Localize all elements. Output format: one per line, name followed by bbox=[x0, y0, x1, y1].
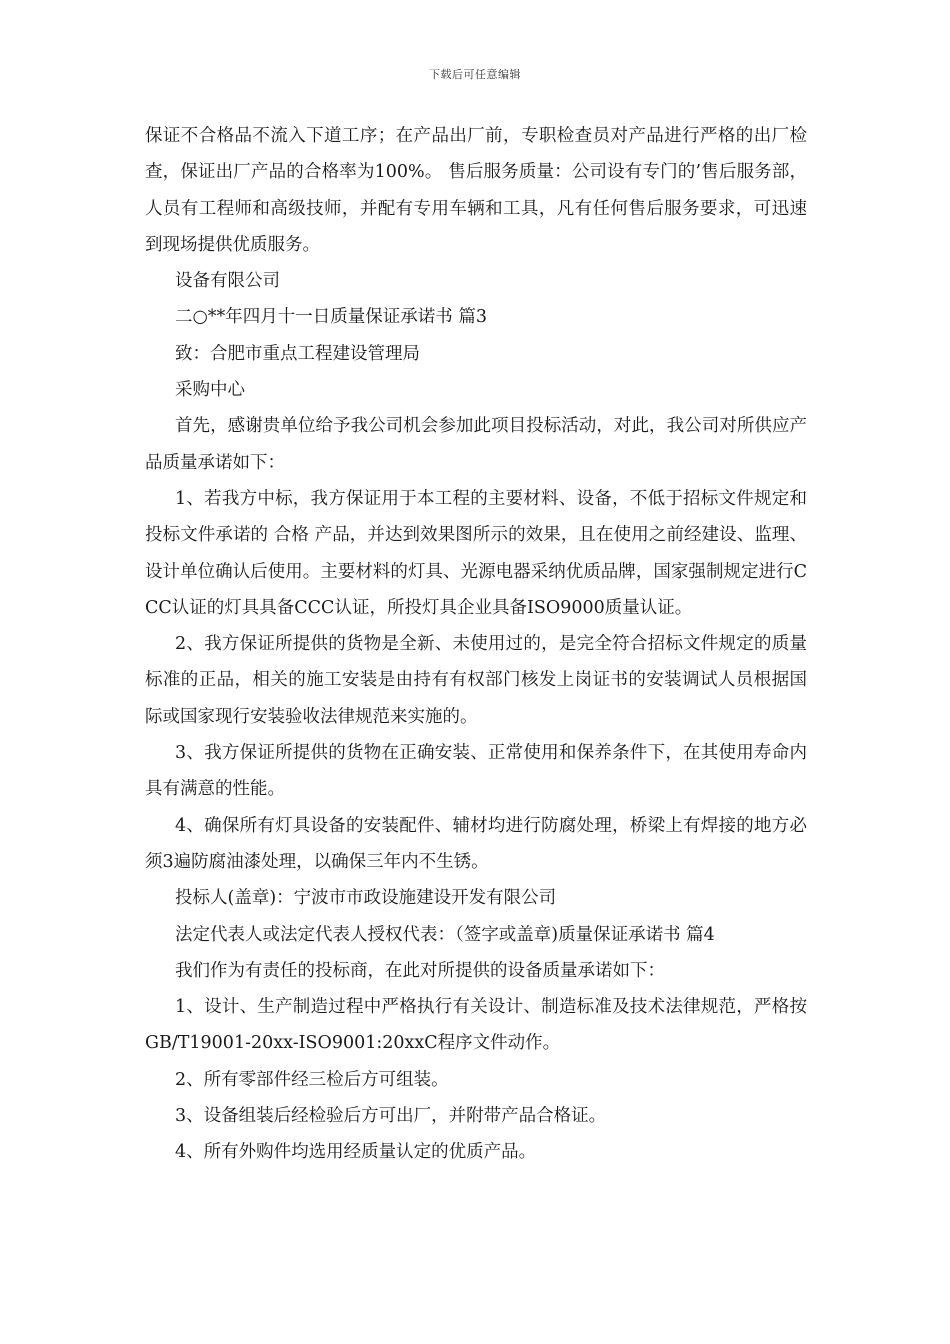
paragraph-legal-rep-heading-4: 法定代表人或法定代表人授权代表：（签字或盖章)质量保证承诺书 篇4 bbox=[175, 924, 715, 945]
paragraph-commit-item-2: 2、所有零部件经三检后方可组装。 bbox=[175, 1069, 449, 1090]
paragraph-company-signature: 设备有限公司 bbox=[175, 271, 280, 292]
paragraph-quality-control: 保证不合格品不流入下道工序；在产品出厂前，专职检查员对产品进行严格的出厂检查，保证出厂产品的合格率为100%。 售后服务质量：公司设有专门的’售后服务部，人员有工程师和高级技师，并配有专用车辆和工具，凡有任何售后服务要求，可迅速到现场提供优质服务。 bbox=[145, 126, 807, 255]
paragraph-bidder: 投标人(盖章)：宁波市市政设施建设开发有限公司 bbox=[175, 888, 557, 909]
paragraph-commit-item-3: 3、设备组装后经检验后方可出厂，并附带产品合格证。 bbox=[175, 1106, 607, 1127]
paragraph-commit-item-1: 1、设计、生产制造过程中严格执行有关设计、制造标准及技术法律规范，严格按GB/T19001-20xx-ISO9001:20xxC程序文件动作。 bbox=[145, 997, 807, 1054]
paragraph-item-2: 2、我方保证所提供的货物是全新、未使用过的，是完全符合招标文件规定的质量标准的正品，相关的施工安装是由持有有权部门核发上岗证书的安装调试人员根据国际或国家现行安装验收法律规范来实施的。 bbox=[145, 634, 807, 727]
paragraph-item-3: 3、我方保证所提供的货物在正确安装、正常使用和保养条件下，在其使用寿命内具有满意的性能。 bbox=[145, 743, 807, 800]
page-header-note: 下载后可任意编辑 bbox=[429, 68, 521, 81]
paragraph-item-1: 1、若我方中标，我方保证用于本工程的主要材料、设备，不低于招标文件规定和投标文件承诺的 合格 产品，并达到效果图所示的效果，且在使用之前经建设、监理、设计单位确认后使用。主要材料的灯具、光源电器采纳优质品牌，国家强制规定进行CCC认证的灯具具备CCC认证，所投灯具企业具备ISO9000质量认证。 bbox=[145, 488, 807, 618]
paragraph-item-4: 4、确保所有灯具设备的安装配件、辅材均进行防腐处理，桥梁上有焊接的地方必须3遍防腐油漆处理，以确保三年内不生锈。 bbox=[145, 815, 807, 872]
paragraph-commitment-intro: 我们作为有责任的投标商，在此对所提供的设备质量承诺如下： bbox=[175, 960, 665, 981]
paragraph-commit-item-4: 4、所有外购件均选用经质量认定的优质产品。 bbox=[175, 1142, 537, 1163]
paragraph-recipient-dept: 采购中心 bbox=[175, 380, 245, 401]
paragraph-date-heading-3: 二○**年四月十一日质量保证承诺书 篇3 bbox=[175, 307, 487, 328]
document-body bbox=[145, 118, 807, 1171]
paragraph-recipient: 致：合肥市重点工程建设管理局 bbox=[175, 343, 420, 364]
paragraph-intro: 首先，感谢贵单位给予我公司机会参加此项目投标活动，对此，我公司对所供应产品质量承诺如下： bbox=[145, 416, 807, 473]
